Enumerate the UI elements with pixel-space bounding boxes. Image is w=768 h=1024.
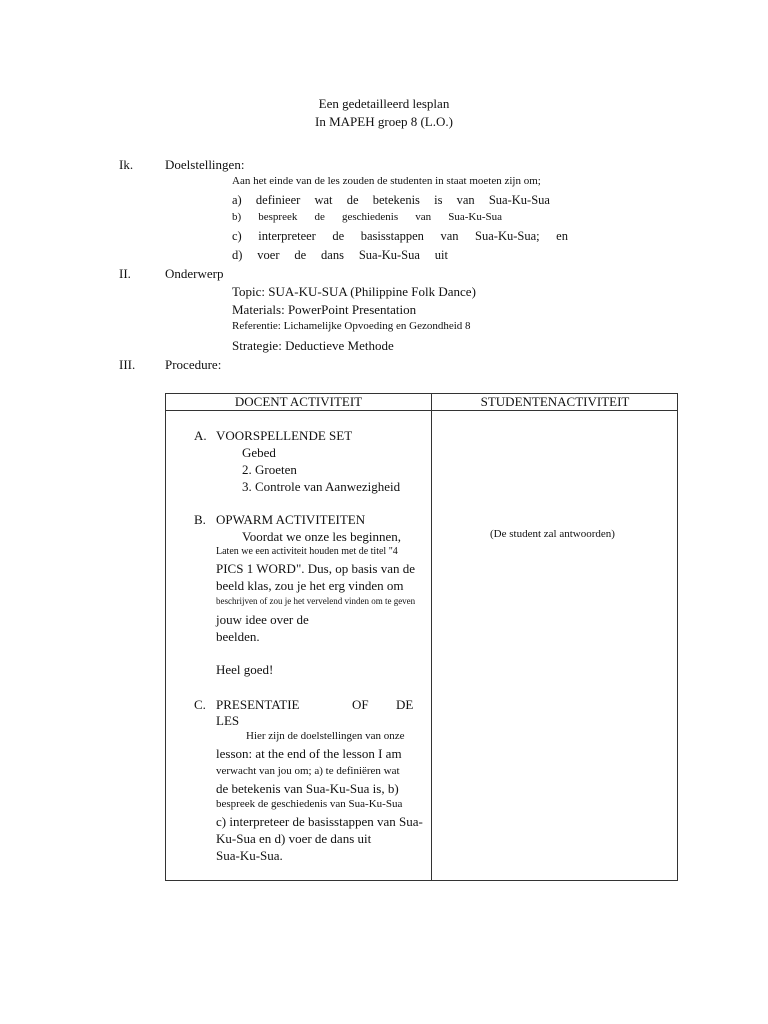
part-c-text-line: Ku-Sua en d) voer de dans uit <box>216 831 372 846</box>
part-c-text-line: Sua-Ku-Sua. <box>216 848 283 863</box>
objective-item <box>232 248 448 263</box>
part-c-text-line: de betekenis van Sua-Ku-Sua is, b) <box>216 781 399 796</box>
part-c-text-line: Hier zijn de doelstellingen van onze <box>246 730 405 742</box>
section3-heading: Procedure: <box>165 357 222 372</box>
part-c-text-line: c) interpreteer de basisstappen van Sua- <box>216 814 423 829</box>
objective-word: de <box>294 248 307 262</box>
reference-line: Referentie: Lichamelijke Opvoeding en Gezondheid 8 <box>232 320 471 332</box>
section1-number: Ik. <box>119 157 134 172</box>
objective-word: en <box>556 229 568 243</box>
objective-word: de <box>314 211 325 223</box>
part-c-heading: OF <box>352 697 369 712</box>
part-b-text-line: Heel goed! <box>216 662 274 677</box>
part-c-text-line: lesson: at the end of the lesson I am <box>216 746 402 761</box>
teacher-activity-header: DOCENT ACTIVITEIT <box>234 394 363 409</box>
objective-word: Sua-Ku-Sua <box>448 211 502 223</box>
objective-item <box>232 193 550 208</box>
document-title-line2: In MAPEH groep 8 (L.O.) <box>315 114 453 129</box>
objective-word: dans <box>321 248 344 262</box>
section1-heading: Doelstellingen: <box>165 157 245 172</box>
part-a-heading: VOORSPELLENDE SET <box>216 428 353 443</box>
objective-word: de <box>346 193 359 207</box>
part-b-heading: OPWARM ACTIVITEITEN <box>216 512 366 527</box>
part-b-text-line: Voordat we onze les beginnen, <box>242 529 401 544</box>
objective-item <box>232 211 502 223</box>
objective-word: Sua-Ku-Sua <box>358 248 420 262</box>
objectives-intro: Aan het einde van de les zouden de studenten in staat moeten zijn om; <box>232 175 541 187</box>
part-a-item: 2. Groeten <box>242 462 297 477</box>
objective-word: Sua-Ku-Sua; <box>475 229 540 243</box>
section2-heading: Onderwerp <box>165 266 224 281</box>
part-b-text-line: PICS 1 WORD". Dus, op basis van de <box>216 561 415 576</box>
part-a-item: 3. Controle van Aanwezigheid <box>242 479 401 494</box>
objective-letter: b) <box>232 211 242 223</box>
part-c-text-line: verwacht van jou om; a) te definiëren wat <box>216 765 400 777</box>
objective-word: is <box>434 193 443 207</box>
objective-word: betekenis <box>372 193 420 207</box>
materials-line: Materials: PowerPoint Presentation <box>232 302 417 317</box>
objective-word: definieer <box>255 193 301 207</box>
part-b-text-line: beeld klas, zou je het erg vinden om <box>216 578 404 593</box>
part-b-text-line: Laten we een activiteit houden met de titel "4 <box>216 546 398 557</box>
objective-word: van <box>456 193 475 207</box>
objective-word: basisstappen <box>360 229 424 243</box>
part-b-text-line: beschrijven of zou je het vervelend vinden om te geven <box>216 596 416 606</box>
objective-word: van <box>440 229 459 243</box>
section3-number: III. <box>119 357 136 372</box>
objective-word: interpreteer <box>258 229 316 243</box>
objective-word: de <box>332 229 345 243</box>
topic-line: Topic: SUA-KU-SUA (Philippine Folk Dance) <box>232 284 476 299</box>
part-c-heading: LES <box>216 713 240 728</box>
document-title-line1: Een gedetailleerd lesplan <box>318 96 450 111</box>
objective-letter: d) <box>232 248 243 262</box>
part-c-heading: DE <box>396 697 414 712</box>
objective-letter: c) <box>232 229 242 243</box>
part-b-letter: B. <box>194 512 206 527</box>
student-activity-header: STUDENTENACTIVITEIT <box>480 394 630 409</box>
strategy-line: Strategie: Deductieve Methode <box>232 338 394 353</box>
section2-number: II. <box>119 266 131 281</box>
part-b-text-line: beelden. <box>216 629 260 644</box>
objective-item <box>232 229 568 244</box>
table-column-divider <box>431 393 432 881</box>
objective-word: voer <box>257 248 280 262</box>
objective-word: uit <box>434 248 448 262</box>
part-c-letter: C. <box>194 697 206 712</box>
objective-word: bespreek <box>258 211 298 223</box>
table-header-divider <box>165 410 678 411</box>
part-a-letter: A. <box>194 428 207 443</box>
part-b-text-line: jouw idee over de <box>216 612 309 627</box>
part-c-heading: PRESENTATIE <box>216 697 300 712</box>
student-response: (De student zal antwoorden) <box>490 528 615 540</box>
objective-letter: a) <box>232 193 242 207</box>
objective-word: van <box>415 211 432 223</box>
part-c-text-line: bespreek de geschiedenis van Sua-Ku-Sua <box>216 798 403 810</box>
objective-word: wat <box>314 193 333 207</box>
objective-word: geschiedenis <box>341 211 399 223</box>
objective-word: Sua-Ku-Sua <box>488 193 550 207</box>
part-a-item: Gebed <box>242 445 276 460</box>
